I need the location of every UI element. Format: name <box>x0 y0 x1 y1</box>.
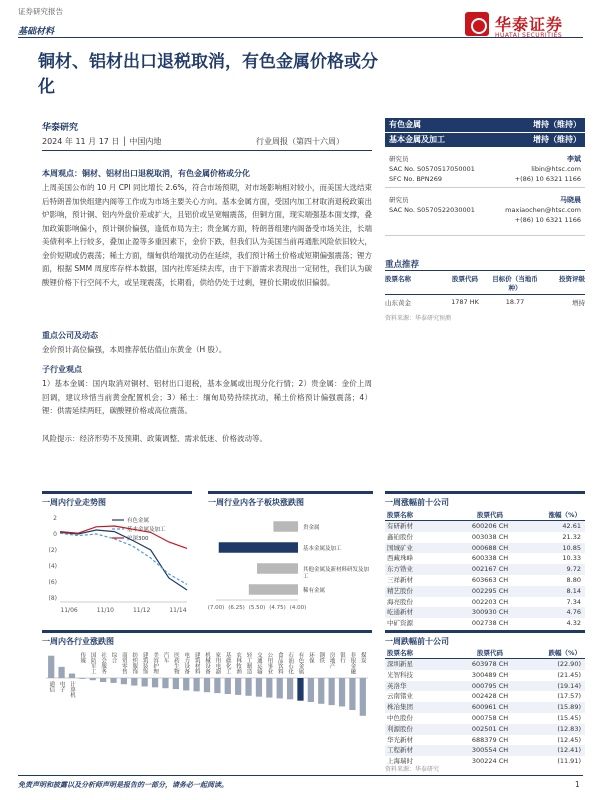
y-tick-label: (8) <box>48 595 57 602</box>
bar <box>339 678 345 706</box>
sector-label: 基础材料 <box>18 27 55 37</box>
stock-code: 002738 CH <box>471 619 509 628</box>
bar <box>58 667 64 678</box>
category-label: 建筑材料 <box>193 652 200 674</box>
target-price: 18.77 <box>505 298 525 306</box>
stock-code: 002428 CH <box>471 692 509 701</box>
losers-bar <box>385 630 585 633</box>
category-label: 商贸零售 <box>120 652 127 674</box>
stock-code: 300224 CH <box>471 757 509 766</box>
table-row <box>385 532 585 543</box>
category-label: 钢铁 <box>318 652 325 663</box>
category-label: 电力设备 <box>183 652 190 674</box>
bar <box>235 678 241 695</box>
stock-name: 上海瑞时 <box>387 757 413 766</box>
table-row <box>385 702 585 713</box>
stock-code: 1787 HK <box>451 298 479 306</box>
table-row <box>385 724 585 735</box>
change-value: (12.83) <box>557 724 581 733</box>
chart2-bar <box>208 491 373 494</box>
stock-code: 000758 CH <box>471 713 509 722</box>
rating-sector: 基本金属及加工 <box>389 135 445 144</box>
table-row <box>385 597 585 608</box>
change-value: 10.33 <box>562 554 581 563</box>
category-label: 有色金属 <box>297 652 304 674</box>
stock-name: 中色股份 <box>387 713 413 722</box>
bar <box>152 678 158 687</box>
category-label: 食品饮料 <box>276 652 283 674</box>
focus-source: 资料来源：华泰研究预测 <box>385 315 452 322</box>
category-label: 其他金属及新材料研发及加 <box>303 567 370 574</box>
category-label: 传媒 <box>79 652 86 663</box>
legend-label: 基本金属及加工 <box>127 527 166 533</box>
change-value: (21.45) <box>557 670 581 679</box>
focus-divider <box>385 270 585 271</box>
rating-row <box>385 133 585 147</box>
category-label: 贵金属 <box>303 525 320 532</box>
rating-row <box>385 118 585 132</box>
col-header: 涨幅（%） <box>548 511 581 519</box>
table-row <box>385 586 585 597</box>
logo-text-en: HUATAI SECURITIES <box>495 32 563 39</box>
key-companies-text: 金价预计高位偏强，本周推荐低估值山东黄金（H 股）。 <box>42 345 227 354</box>
stock-name: 利源股份 <box>387 724 413 733</box>
table-row <box>385 713 585 724</box>
stock-code: 000688 CH <box>471 543 509 552</box>
category-label: 环保 <box>307 652 314 663</box>
stock-name: 株冶集团 <box>387 703 413 712</box>
stock-code: 600961 CH <box>471 703 509 712</box>
analyst-phone: +(86) 10 6321 1166 <box>514 216 581 224</box>
bar <box>219 542 298 553</box>
table-row <box>385 521 585 532</box>
rating-value: 增持（维持） <box>533 135 581 144</box>
bar <box>329 678 335 705</box>
bar <box>277 678 283 698</box>
footer-divider <box>18 775 583 776</box>
table-row <box>385 670 585 681</box>
stock-name: 云南锗业 <box>387 692 413 701</box>
change-value: (15.45) <box>557 713 581 722</box>
legend-label: 沪深300 <box>127 536 149 542</box>
bar <box>69 674 75 678</box>
table-row <box>385 564 585 575</box>
table-row <box>385 607 585 618</box>
bar <box>249 584 298 595</box>
summary-heading: 本周观点：铜材、铝材出口退税取消，有色金属价格或分化 <box>42 169 250 178</box>
bar <box>225 678 231 694</box>
stock-name: 有研新材 <box>387 522 413 530</box>
bar <box>100 678 106 682</box>
footer-disclaimer: 免责声明和披露以及分析师声明是报告的一部分，请务必一起阅读。 <box>18 781 228 789</box>
sub-sectors-text: 1）基本金属：国内取消对铜材、铝材出口退税，基本金属或出现分化行情；2）贵金属：金价上周回调，建议珍惜当前黄金配置机会；3）稀土：缅甸局势持续扰动，稀土价格预计偏强震荡；4）锂：供需延续两旺，碳酸锂价格或高位震荡。 <box>42 379 372 415</box>
stock-code: 002295 CH <box>471 586 509 595</box>
category-label: 交通运输 <box>255 652 262 674</box>
investment-rating: 增持 <box>572 299 585 307</box>
stock-code: 600206 CH <box>471 522 509 530</box>
change-value: (12.45) <box>557 735 581 744</box>
report-date: 2024 年 11 月 17 日 │ 中国内地 <box>42 137 162 146</box>
change-value: 4.32 <box>566 619 581 628</box>
stock-code: 300554 CH <box>471 746 509 755</box>
analyst-sac: SAC No. S0570522030001 <box>389 206 475 214</box>
change-value: 8.14 <box>566 586 581 595</box>
key-companies-heading: 重点公司及动态 <box>42 331 98 340</box>
col-header: 股票名称 <box>385 275 411 283</box>
change-value: 7.34 <box>566 597 581 606</box>
bar <box>287 678 293 699</box>
chart1-heading: 一周内行业走势图 <box>42 498 106 507</box>
logo-text-cn: 华泰证券 <box>495 15 564 34</box>
x-tick-label: 11/12 <box>132 607 151 614</box>
category-label: 轻工制造 <box>245 652 252 674</box>
x-tick-label: (6.25) <box>228 605 245 611</box>
bar <box>273 521 298 532</box>
legend-label: 有色金属 <box>127 518 150 524</box>
col-header: 股票代码 <box>477 649 503 657</box>
change-value: (19.14) <box>557 681 581 690</box>
category-label: 医药生物 <box>172 652 179 674</box>
change-value: (11.91) <box>557 757 581 766</box>
category-label: 通信 <box>48 681 55 692</box>
stock-name: 光智科技 <box>387 670 413 679</box>
bar <box>183 678 189 690</box>
table-body <box>385 659 585 767</box>
col-header: 股票名称 <box>387 511 413 519</box>
x-tick-label: (4.75) <box>269 605 286 611</box>
bar <box>266 678 272 698</box>
x-tick-label: 11/06 <box>60 607 78 614</box>
stock-name: 东方锆业 <box>387 565 413 574</box>
subsector-change-chart <box>208 510 373 620</box>
bar <box>318 678 324 704</box>
analyst-role: 研究员 <box>389 155 409 163</box>
bar <box>173 678 179 689</box>
change-value: (12.41) <box>557 746 581 755</box>
bar <box>90 678 96 680</box>
category-label: 公用事业 <box>266 652 273 674</box>
summary-section <box>42 168 372 289</box>
change-value: 21.32 <box>562 532 581 541</box>
chart3-bar <box>42 630 372 633</box>
category-label: 机械设备 <box>204 652 210 674</box>
category-label-cont: 工 <box>303 574 309 581</box>
category-label: 电子 <box>58 681 65 692</box>
category-label: 计算机 <box>68 681 75 698</box>
change-value: 4.76 <box>566 608 581 617</box>
sub-sectors-heading: 子行业观点 <box>42 365 82 374</box>
table-row <box>385 295 585 307</box>
category-label: 国防军工 <box>89 652 96 674</box>
table-row <box>385 543 585 554</box>
table-row <box>385 618 585 629</box>
report-title: 铜材、铝材出口退税取消，有色金属价格或分化 <box>38 52 378 97</box>
category-label: 综合 <box>110 652 117 663</box>
table-row <box>385 553 585 564</box>
gainers-table <box>385 510 585 629</box>
table-row <box>385 659 585 670</box>
change-value: (15.89) <box>557 703 581 712</box>
y-tick-label: (2) <box>48 547 57 554</box>
y-tick-label: (6) <box>48 579 57 586</box>
bar <box>131 678 137 686</box>
change-value: (22.90) <box>557 660 581 668</box>
bar <box>297 678 303 701</box>
industry-trend-chart <box>42 510 192 620</box>
losers-source: 资料来源：华泰研究 <box>385 766 440 773</box>
category-label: 稀有金属 <box>303 588 326 595</box>
bar <box>349 678 355 710</box>
stock-code: 000795 CH <box>471 681 509 690</box>
stock-code: 002203 CH <box>471 597 509 606</box>
chart1-bar <box>42 491 192 494</box>
bar <box>48 656 54 678</box>
analyst-card <box>385 192 585 236</box>
org-name: 华泰研究 <box>42 123 79 133</box>
table-body <box>385 521 585 629</box>
col-header: 股票代码 <box>477 511 503 519</box>
company-logo <box>465 12 585 46</box>
analyst-email[interactable]: libin@htsc.com <box>531 165 581 173</box>
rating-sector: 有色金属 <box>389 120 421 129</box>
sub-sectors-section <box>42 364 372 418</box>
report-type: 行业周报（第四十六周） <box>256 137 344 146</box>
stock-name: 英洛华 <box>387 681 407 690</box>
analyst-phone: +(86) 10 6321 1166 <box>514 175 581 183</box>
col-header: 目标价（当地币种） <box>492 275 538 292</box>
x-tick-label: (7.00) <box>208 605 225 611</box>
y-tick-label: 0 <box>53 531 57 538</box>
stock-code: 600338 CH <box>471 554 509 563</box>
stock-name: 华光新材 <box>387 735 413 744</box>
category-label: 社会服务 <box>100 652 107 674</box>
category-label: 石油石化 <box>287 652 294 674</box>
col-header: 投资评级 <box>559 275 585 283</box>
bar <box>360 678 366 716</box>
stock-name: 三祥新材 <box>387 575 413 584</box>
y-tick-label: 2 <box>53 515 57 522</box>
bar <box>162 678 168 688</box>
bar <box>308 678 314 702</box>
stock-name: 中矿资源 <box>387 619 413 628</box>
analyst-name: 李斌 <box>567 155 581 163</box>
category-label: 基本金属及加工 <box>303 546 342 553</box>
stock-name: 鑫铂股份 <box>387 532 413 541</box>
bar <box>257 563 298 574</box>
stock-name: 山东黄金 <box>385 299 411 307</box>
category-label: 纺织服饰 <box>131 652 138 674</box>
stock-name: 工程新材 <box>387 746 413 755</box>
y-tick-label: (4) <box>48 563 57 570</box>
col-header: 股票代码 <box>452 275 478 283</box>
table-row <box>385 745 585 756</box>
stock-code: 603978 CH <box>471 660 509 668</box>
bar <box>121 678 127 684</box>
bar <box>193 678 199 691</box>
table-header <box>385 648 585 659</box>
category-label: 建筑装饰 <box>141 652 148 674</box>
analyst-role: 研究员 <box>389 196 409 204</box>
category-label: 家用电器 <box>214 652 221 674</box>
table-header <box>385 510 585 521</box>
bar <box>214 678 220 693</box>
key-companies-section <box>42 330 372 357</box>
gainers-heading: 一周涨幅前十公司 <box>385 498 449 507</box>
focus-heading: 重点推荐 <box>385 260 420 270</box>
change-value: 9.72 <box>566 565 581 574</box>
stock-code: 300489 CH <box>471 670 509 679</box>
table-row <box>385 681 585 692</box>
stock-code: 002167 CH <box>471 565 509 574</box>
bar <box>245 678 251 696</box>
stock-code: 002501 CH <box>471 724 509 733</box>
category-label: 农林牧渔 <box>235 652 242 674</box>
bar <box>110 678 116 683</box>
gainers-bar <box>385 491 585 494</box>
table-row <box>385 575 585 586</box>
doc-type-label: 证券研究报告 <box>18 7 63 16</box>
focus-table <box>385 274 585 322</box>
x-tick-label: 11/10 <box>96 607 115 614</box>
category-label: 美容护理 <box>152 652 159 674</box>
category-label: 基础化工 <box>224 652 231 674</box>
bar <box>79 678 85 679</box>
bar <box>204 678 210 692</box>
stock-code: 688379 CH <box>471 735 509 744</box>
col-header: 跌幅（%） <box>548 649 581 657</box>
change-value: (17.57) <box>557 692 581 701</box>
change-value: 42.61 <box>562 522 581 530</box>
bar <box>256 678 262 697</box>
industry-change-chart <box>42 648 372 770</box>
analyst-name: 马晓晨 <box>560 196 581 204</box>
category-label: 非银金融 <box>349 652 356 674</box>
stock-code: 003038 CH <box>471 532 509 541</box>
analyst-sac: SAC No. S0570517050001 <box>389 165 475 173</box>
x-tick-label: (5.50) <box>248 605 266 611</box>
rating-box <box>385 118 585 236</box>
analyst-card <box>385 151 585 188</box>
stock-name: 国城矿业 <box>387 543 413 552</box>
stock-name: 深圳新星 <box>387 660 413 668</box>
change-value: 10.85 <box>562 543 581 552</box>
stock-code: 300930 CH <box>471 608 509 617</box>
analyst-sfc: SFC No. BPN269 <box>389 175 442 183</box>
rating-value: 增持（维持） <box>533 120 581 129</box>
focus-table-header <box>385 274 585 295</box>
summary-text: 上周美国公布的 10 月 CPI 同比增长 2.6%，符合市场预期，对市场影响相对较小，而美国大选结束后特朗普加快组建内阁等工作成为市场主要关心方向。基本金属方面，受国内加工材取消退税政策出炉影响，预计铜、铝内外盘价差或扩大，且铝价或呈宽幅震荡，但铜方面，现实端强基本面支撑，叠加政策影响偏小，预计铜价偏强，逢低布局为主；贵金属方面，特朗普组建内阁备受市场关注，长端美债利率上行较多，叠加止盈等多重因素下，金价下跌，但我们认为美国当前再通胀风险依旧较大，金价短期或仍震荡；稀土方面，缅甸供给端扰动仍在延续，我们预计稀土价格或短期偏强震荡；锂方面，根据 SMM 周度库存样本数据，国内社库延续去库，由于下游需求表现出一定韧性，我们认为碳酸锂价格下行空间不大，或呈现震荡，长期看，供给仍处于过剩，锂价长期或依旧偏弱。 <box>42 183 372 287</box>
meta-divider <box>42 150 372 151</box>
logo-mark-icon <box>465 12 489 36</box>
losers-table <box>385 648 585 767</box>
losers-heading: 一周跌幅前十公司 <box>385 637 449 646</box>
stock-name: 屹通新材 <box>387 608 413 617</box>
chart2-heading: 一周行业内各子板块涨跌图 <box>208 498 304 507</box>
series-line <box>60 530 187 590</box>
chart3-heading: 一周内各行业涨跌图 <box>42 637 114 646</box>
stock-code: 603663 CH <box>471 575 509 584</box>
page-number: 1 <box>575 780 580 789</box>
x-tick-label: (4.00) <box>289 605 307 611</box>
category-label: 银行 <box>339 652 346 663</box>
risk-text: 风险提示：经济形势不及预期、政策调整、需求低迷、价格波动等。 <box>42 434 267 443</box>
category-label: 汽车 <box>162 652 169 663</box>
table-row <box>385 735 585 746</box>
change-value: 8.80 <box>566 575 581 584</box>
bar <box>142 678 148 686</box>
table-row <box>385 691 585 702</box>
x-tick-label: 11/14 <box>169 607 187 614</box>
analyst-email[interactable]: maxiaochen@htsc.com <box>505 206 581 214</box>
stock-name: 海亮股份 <box>387 597 413 606</box>
stock-name: 西藏珠峰 <box>387 554 413 563</box>
category-label: 房地产 <box>328 652 335 669</box>
col-header: 股票名称 <box>387 649 413 657</box>
stock-name: 精艺股份 <box>387 586 413 595</box>
category-label: 煤炭 <box>359 652 366 663</box>
